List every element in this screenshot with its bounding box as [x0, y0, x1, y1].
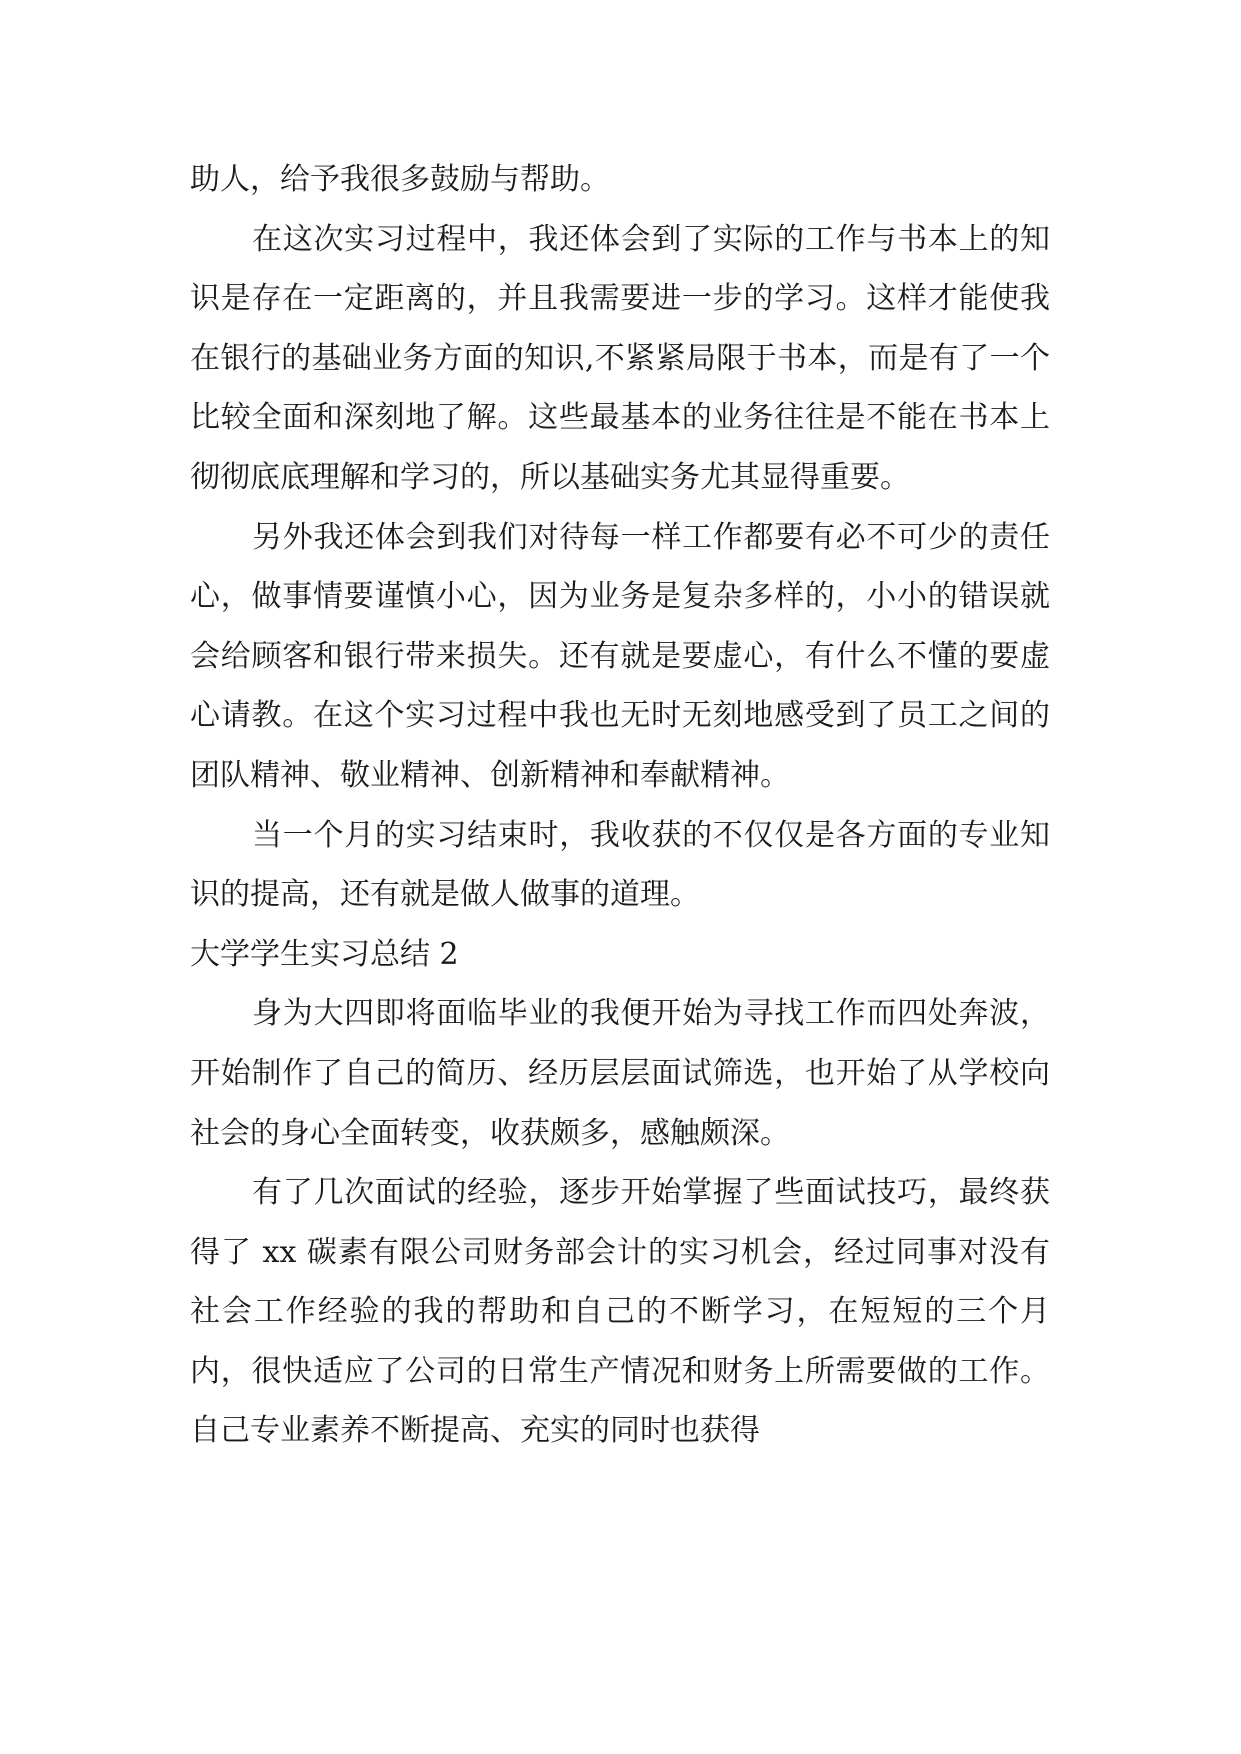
section-heading: 大学学生实习总结 2 [190, 936, 459, 972]
document-body [190, 150, 1050, 1461]
paragraph-continuation: 助人，给予我很多鼓励与帮助。 [190, 162, 610, 197]
paragraph: 有了几次面试的经验，逐步开始掌握了些面试技巧，最终获得了 xx 碳素有限公司财务部会计的实习机会，经过同事对没有社会工作经验的我的帮助和自己的不断学习，在短短的三个月内，很快适应了公司的日常生产情况和财务上所需要做的工作。自己专业素养不断提高、充实的同时也获得 [190, 1175, 1050, 1449]
paragraph: 在这次实习过程中，我还体会到了实际的工作与书本上的知识是存在一定距离的，并且我需要进一步的学习。这样才能使我在银行的基础业务方面的知识,不紧紧局限于书本，而是有了一个比较全面和深刻地了解。这些最基本的业务往往是不能在书本上彻彻底底理解和学习的，所以基础实务尤其显得重要。 [190, 221, 1050, 495]
paragraph: 另外我还体会到我们对待每一样工作都要有必不可少的责任心，做事情要谨慎小心，因为业务是复杂多样的，小小的错误就会给顾客和银行带来损失。还有就是要虚心，有什么不懂的要虚心请教。在这个实习过程中我也无时无刻地感受到了员工之间的团队精神、敬业精神、创新精神和奉献精神。 [190, 519, 1050, 793]
paragraph: 当一个月的实习结束时，我收获的不仅仅是各方面的专业知识的提高，还有就是做人做事的道理。 [190, 817, 1050, 913]
paragraph: 身为大四即将面临毕业的我便开始为寻找工作而四处奔波，开始制作了自己的简历、经历层层面试筛选，也开始了从学校向社会的身心全面转变，收获颇多，感触颇深。 [190, 996, 1050, 1151]
